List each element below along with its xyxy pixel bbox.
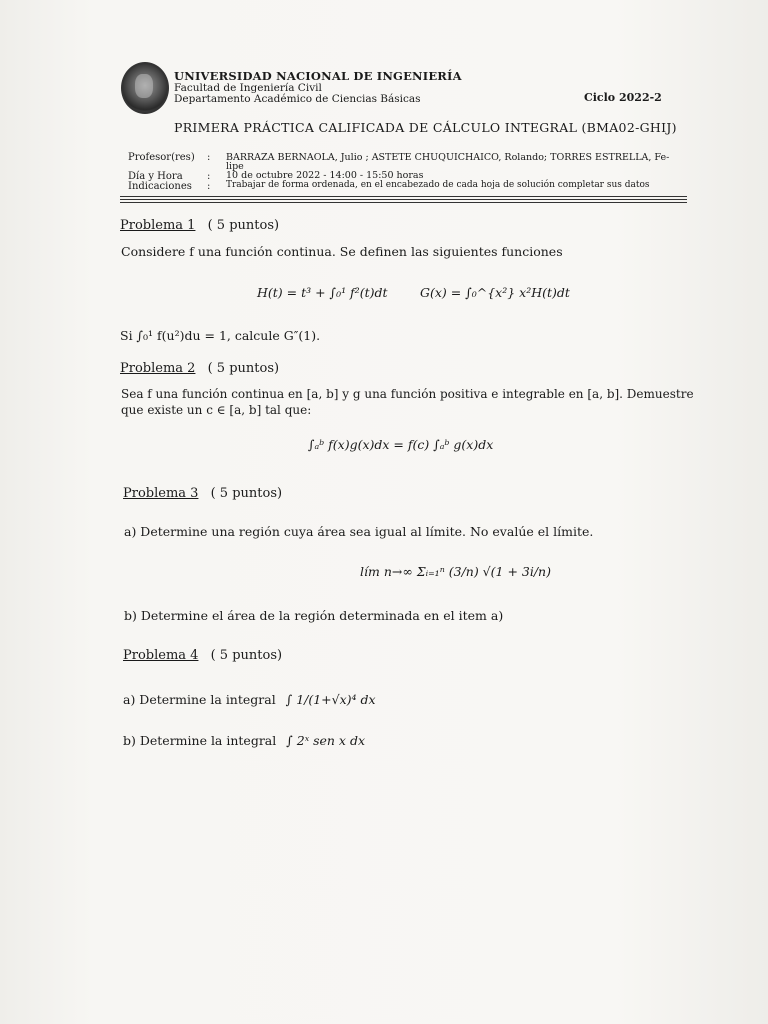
problem-4-heading <box>123 648 282 663</box>
problem-1-title: Problema 1 <box>120 218 196 233</box>
instructions-label: Indicaciones <box>128 181 192 192</box>
professors-label: Profesor(res) <box>128 152 195 163</box>
header-rule <box>120 202 687 203</box>
problem-4-points: ( 5 puntos) <box>210 648 283 663</box>
problem-3-item-b: b) Determine el área de la región determinada en el item a) <box>124 608 504 623</box>
problem-2-points: ( 5 puntos) <box>207 361 280 376</box>
problem-3-item-a: a) Determine una región cuya área sea igual al límite. No evalúe el límite. <box>124 524 594 539</box>
problem-2-text-2: que existe un c ∈ [a, b] tal que: <box>121 403 312 417</box>
problem-2-formula: ∫ₐᵇ f(x)g(x)dx = f(c) ∫ₐᵇ g(x)dx <box>308 437 494 452</box>
faculty-name: Facultad de Ingeniería Civil <box>174 82 322 94</box>
problem-1-condition: Si ∫₀¹ f(u²)du = 1, calcule G″(1). <box>120 328 321 343</box>
problem-2-text-1: Sea f una función continua en [a, b] y g una función positiva e integrable en [a, b]. Demuestre <box>121 387 694 401</box>
colon: : <box>207 181 211 192</box>
problem-2-title: Problema 2 <box>120 361 196 376</box>
instructions-value: Trabajar de forma ordenada, en el encabezado de cada hoja de solución completar sus datos <box>226 180 650 190</box>
problem-4-item-a <box>123 692 376 707</box>
problem-4-title: Problema 4 <box>123 648 199 663</box>
problem-1-points: ( 5 puntos) <box>207 218 280 233</box>
header-rule <box>120 196 687 197</box>
problem-3-points: ( 5 puntos) <box>210 486 283 501</box>
problem-1-text: Considere f una función continua. Se definen las siguientes funciones <box>121 244 563 259</box>
problem-3-heading <box>123 486 282 501</box>
problem-4-item-a-formula: ∫ 1/(1+√x)⁴ dx <box>285 692 376 707</box>
professors-value: BARRAZA BERNAOLA, Julio ; ASTETE CHUQUICHAICO, Rolando; TORRES ESTRELLA, Fe- <box>226 152 670 163</box>
problem-1-heading <box>120 218 279 233</box>
header-rule <box>120 199 687 200</box>
date-label: Día y Hora <box>128 171 183 182</box>
problem-3-title: Problema 3 <box>123 486 199 501</box>
problem-4-item-a-text: a) Determine la integral <box>123 692 276 707</box>
date-value: 10 de octubre 2022 - 14:00 - 15:50 horas <box>226 170 424 181</box>
university-seal-icon <box>121 62 169 114</box>
formula-g <box>420 285 570 300</box>
colon: : <box>207 152 211 163</box>
university-name: UNIVERSIDAD NACIONAL DE INGENIERÍA <box>174 69 462 83</box>
formula-g-text: G(x) = ∫₀^{x²} x²H(t)dt <box>420 285 570 300</box>
cycle-label: Ciclo 2022-2 <box>584 91 662 104</box>
formula-h-text: H(t) = t³ + ∫₀¹ f²(t)dt <box>257 285 388 300</box>
formula-h <box>257 285 388 300</box>
department-name: Departamento Académico de Ciencias Básicas <box>174 93 421 105</box>
problem-4-item-b-formula: ∫ 2ˣ sen x dx <box>286 733 366 748</box>
problem-3-formula: lím n→∞ Σᵢ₌₁ⁿ (3/n) √(1 + 3i/n) <box>360 564 551 579</box>
problem-2-heading <box>120 361 279 376</box>
professors-value-cont: lipe <box>226 161 244 172</box>
problem-4-item-b-text: b) Determine la integral <box>123 733 277 748</box>
problem-4-item-b <box>123 733 365 748</box>
exam-title: PRIMERA PRÁCTICA CALIFICADA DE CÁLCULO INTEGRAL (BMA02-GHIJ) <box>174 120 677 135</box>
colon: : <box>207 171 211 182</box>
